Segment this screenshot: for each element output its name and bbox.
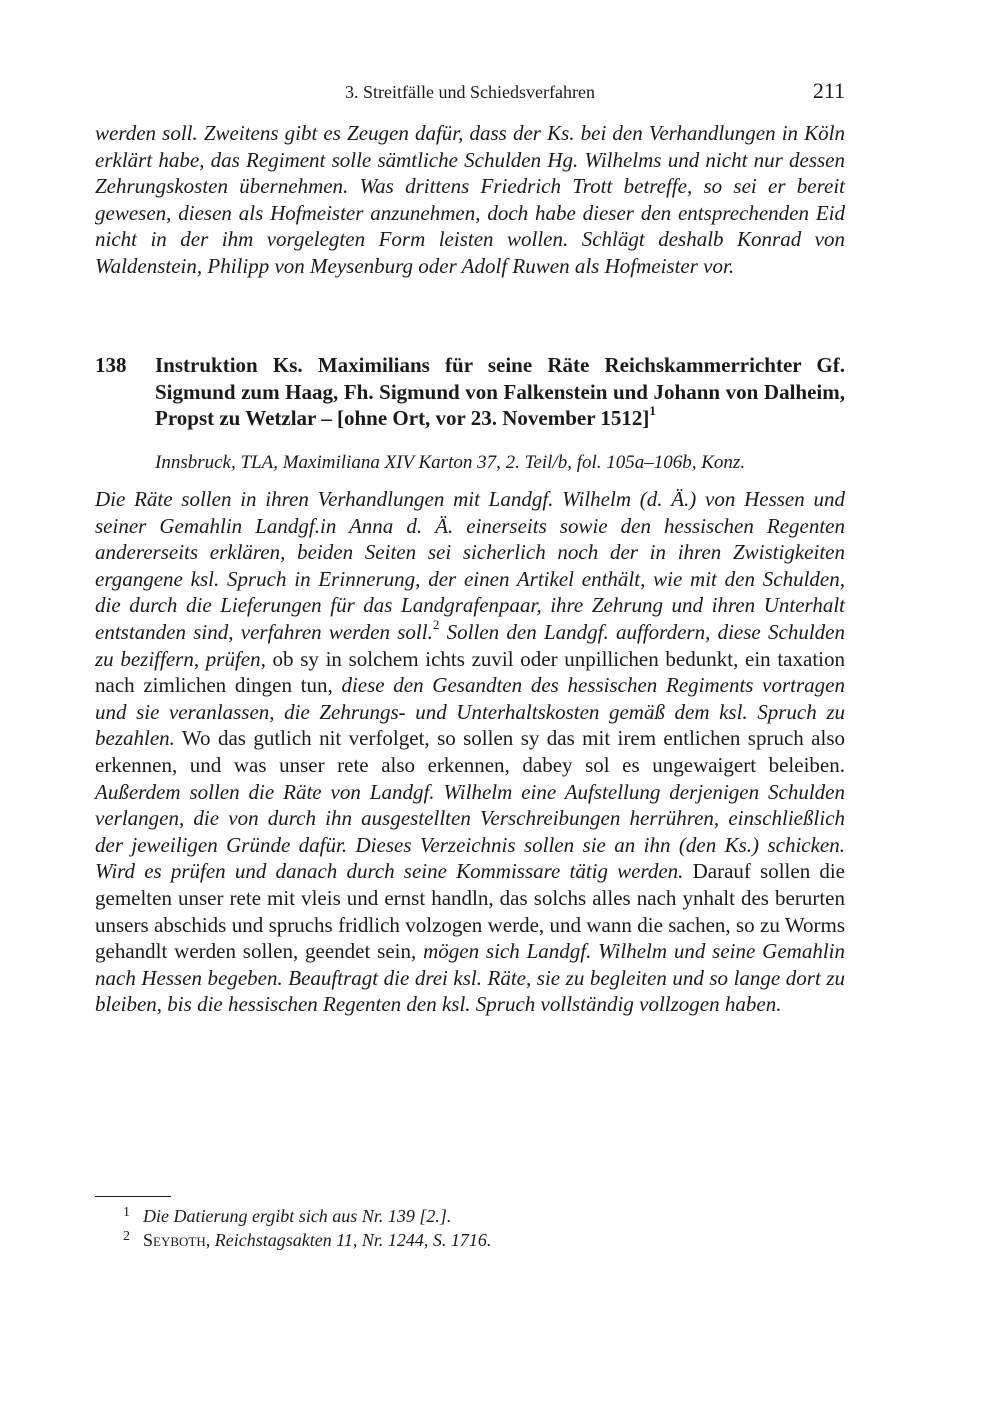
body-segment-4: diese den Gesandten des hessischen Regiments vortragen und sie veranlassen, die Zehrungs- und Unterhaltskosten gemäß dem ksl. Spruch zu bezahlen. (95, 673, 845, 751)
footnote-1 (95, 1204, 845, 1228)
footnotes (95, 1204, 845, 1252)
body-segment-2: Sollen den Landgf. auffordern, diese Schulden zu beziffern, prüfen, (95, 619, 845, 671)
body-segment-5: Wo das gutlich nit verfolget, so sollen sy das mit irem entlichen spruch also erkennen, und was unser rete also erkennen, dabey sol es ungewaigert beleiben. (95, 726, 845, 777)
footnote-text: Die Datierung ergibt sich aus Nr. 139 [2.]. (143, 1206, 452, 1226)
body-segment-3: ob sy in solchem ichts zuvil oder unpillichen bedunkt, ein taxation nach zimlichen dingen tun, (95, 646, 845, 698)
body-segment-8: mögen sich Landgf. Wilhelm und seine Gemahlin nach Hessen begeben. Beauftragt die drei ksl. Räte, sie zu begleiten und so lange dort zu bleiben, bis die hessischen Regenten den ksl. Spruch vollständig vollzogen haben. (95, 939, 845, 1017)
footnote-divider (95, 1196, 171, 1197)
footnote-number: 2 (123, 1229, 130, 1244)
footnote-ref-2: 2 (432, 616, 440, 632)
footnote-text (143, 1228, 491, 1252)
footnote-number: 1 (123, 1205, 130, 1220)
body-segment-7: Darauf sollen die gemelten unser rete mit vleis und ernst handln, das solchs alles nach ynhalt des berurten unsers abschids und spruchs fridlich volzogen werde, und wann die sachen, so zu Worms gehandlt werden sollen, geendet sein, (95, 859, 845, 964)
intro-paragraph: werden soll. Zweitens gibt es Zeugen dafür, dass der Ks. bei den Verhandlungen in Köln erklärt habe, das Regiment solle sämtliche Schulden Hg. Wilhelms und nicht nur dessen Zehrungskosten übernehmen. Was drittens Friedrich Trott betreffe, so sei er bereit gewesen, diesen als Hofmeister anzunehmen, doch habe dieser den entsprechenden Eid nicht in der ihm vorgelegten Form leisten wollen. Schlägt deshalb Konrad von Waldenstein, Philipp von Meysenburg oder Adolf Ruwen als Hofmeister vor. (95, 121, 845, 278)
running-head-title: 3. Streitfälle und Schiedsverfahren (345, 82, 595, 102)
footnote-citation: , Reichstagsakten 11, Nr. 1244, S. 1716. (205, 1230, 492, 1250)
document-number: 138 (95, 353, 127, 377)
footnote-ref-1: 1 (649, 403, 656, 419)
document-title-text: Instruktion Ks. Maximilians für seine Räte Reichskammerrichter Gf. Sigmund zum Haag, Fh. Sigmund von Falkenstein und Johann von Dalheim, Propst zu Wetzlar – [ohne Ort, vor 23. November 1512] (155, 353, 845, 431)
body-segment-1: Die Räte sollen in ihren Verhandlungen mit Landgf. Wilhelm (d. Ä.) von Hessen und seiner Gemahlin Landgf.in Anna d. Ä. einerseits sowie den hessischen Regenten andererseits erklären, beiden Seiten sei sicherlich noch der in ihren Zwistigkeiten ergangene ksl. Spruch in Erinnerung, der einen Artikel enthält, wie mit den Schulden, die durch die Lieferungen für das Landgrafenpaar, ihre Zehrung und ihren Unterhalt entstanden sind, verfahren werden soll. (95, 487, 845, 644)
document-body (95, 486, 845, 1018)
footnote-2 (95, 1228, 845, 1252)
page-number: 211 (812, 78, 845, 103)
footnote-author: Seyboth (143, 1230, 206, 1250)
document-title (155, 352, 845, 432)
archival-source: Innsbruck, TLA, Maximiliana XIV Karton 37, 2. Teil/b, fol. 105a–106b, Konz. (155, 452, 746, 473)
body-segment-6: Außerdem sollen die Räte von Landgf. Wilhelm eine Aufstellung derjenigen Schulden verlangen, die von durch ihn ausgestellten Verschreibungen herrühren, einschließlich der jeweiligen Gründe dafür. Dieses Verzeichnis sollen sie an ihn (den Ks.) schicken. Wird es prüfen und danach durch seine Kommissare tätig werden. (95, 779, 845, 884)
running-head (95, 80, 845, 108)
